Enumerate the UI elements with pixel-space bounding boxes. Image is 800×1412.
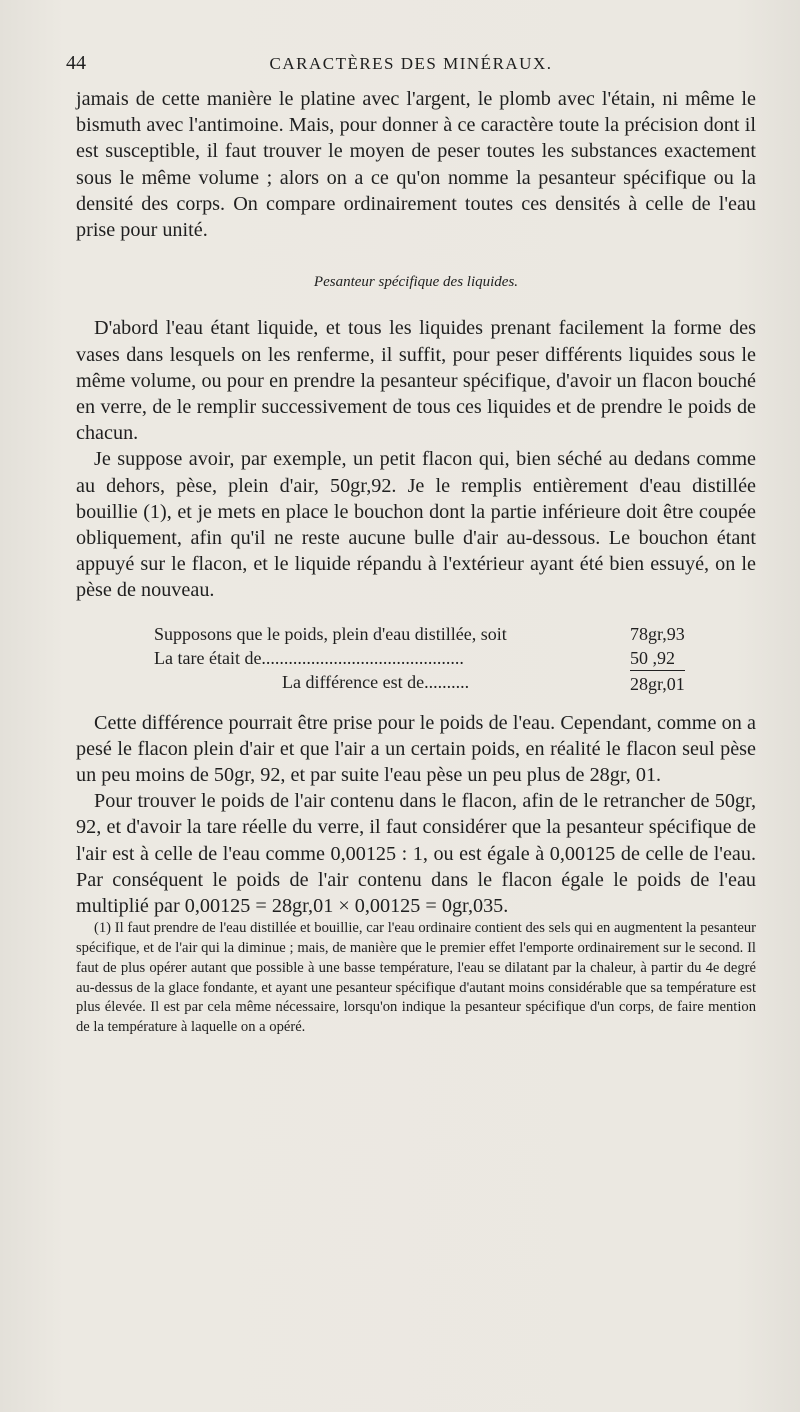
calculation-result: 28gr,01 <box>630 670 685 696</box>
paragraph: D'abord l'eau étant liquide, et tous les liquides prenant facilement la forme des vases dans lesquels on les renferme, il suffit, pour peser différents liquides sous le même volume, ou pour en prendre la pesanteur spécifique, d'avoir un flacon bouché en verre, de le remplir successivement de tous ces liquides et de prendre le poids de chacun. <box>76 317 756 445</box>
footnote: (1) Il faut prendre de l'eau distillée et bouillie, car l'eau ordinaire contient des sels qui en augmentent la pesanteur spécifique, et de l'air qui la diminue ; mais, de manière que le premier effet l'emporte ordinairement sur le second. Il faut de plus opérer autant que possible à une basse température, l'eau se dilatant par la chaleur, à partir du 4e degré au-dessus de la glace fondante, et ayant une pesanteur spécifique d'autant moins considérable que sa température est plus élevée. Il est par cela même nécessaire, lorsqu'on indique la pesanteur spécifique d'un corps, de faire mention de la température à laquelle on a opéré. <box>76 920 756 1036</box>
running-title: CARACTÈRES DES MINÉRAUX. <box>269 54 553 73</box>
paragraph: Pour trouver le poids de l'air contenu dans le flacon, afin de le retrancher de 50gr, 92, et d'avoir la tare réelle du verre, il faut considérer que la pesanteur spécifique de l'air est à celle de l'eau comme 0,00125 : 1, ou est égale à 0,00125 de celle de l'eau. Par conséquent le poids de l'air contenu dans le flacon égale le poids de l'eau multiplié par 0,00125 = 28gr,01 × 0,00125 = 0gr,035. <box>76 790 756 918</box>
calculation-table <box>76 622 756 694</box>
calculation-row <box>76 670 756 694</box>
paragraph: Cette différence pourrait être prise pour le poids de l'eau. Cependant, comme on a pesé le flacon plein d'air et que l'air a un certain poids, en réalité le flacon seul pèse un peu moins de 50gr, 92, et par suite l'eau pèse un peu plus de 28gr, 01. <box>76 711 756 787</box>
paragraph: Je suppose avoir, par exemple, un petit flacon qui, bien séché au dedans comme au dehors, pèse, plein d'air, 50gr,92. Je le remplis entièrement d'eau distillée bouillie (1), et je mets en place le bouchon dont la partie inférieure doit être coupée obliquement, afin qu'il ne reste aucune bulle d'air au-dessous. Le bouchon étant appuyé sur le flacon, et le liquide répandu à l'extérieur ayant été bien essuyé, on le pèse de nouveau. <box>76 448 756 602</box>
section-heading: Pesanteur spécifique des liquides. <box>313 274 519 291</box>
body-text <box>76 86 756 1038</box>
page-header <box>66 52 756 82</box>
calculation-label: Supposons que le poids, plein d'eau distillée, soit <box>154 623 507 644</box>
calculation-row <box>76 622 756 646</box>
calculation-value: 78gr,93 <box>630 623 685 644</box>
calculation-label: La tare était de............................................. <box>154 647 464 668</box>
calculation-row <box>76 646 756 670</box>
calculation-value: 50 ,92 <box>630 647 675 668</box>
paragraph: jamais de cette manière le platine avec l'argent, le plomb avec l'étain, ni même le bismuth avec l'antimoine. Mais, pour donner à ce caractère toute la précision dont il est susceptible, il faut trouver le moyen de peser toutes les substances exactement sous le même volume ; alors on a ce qu'on nomme la pesanteur spécifique ou la densité des corps. On compare ordinairement toutes ces densités à celle de l'eau prise pour unité. <box>76 88 756 242</box>
calculation-label: La différence est de.......... <box>282 671 470 692</box>
page-number: 44 <box>66 52 86 74</box>
